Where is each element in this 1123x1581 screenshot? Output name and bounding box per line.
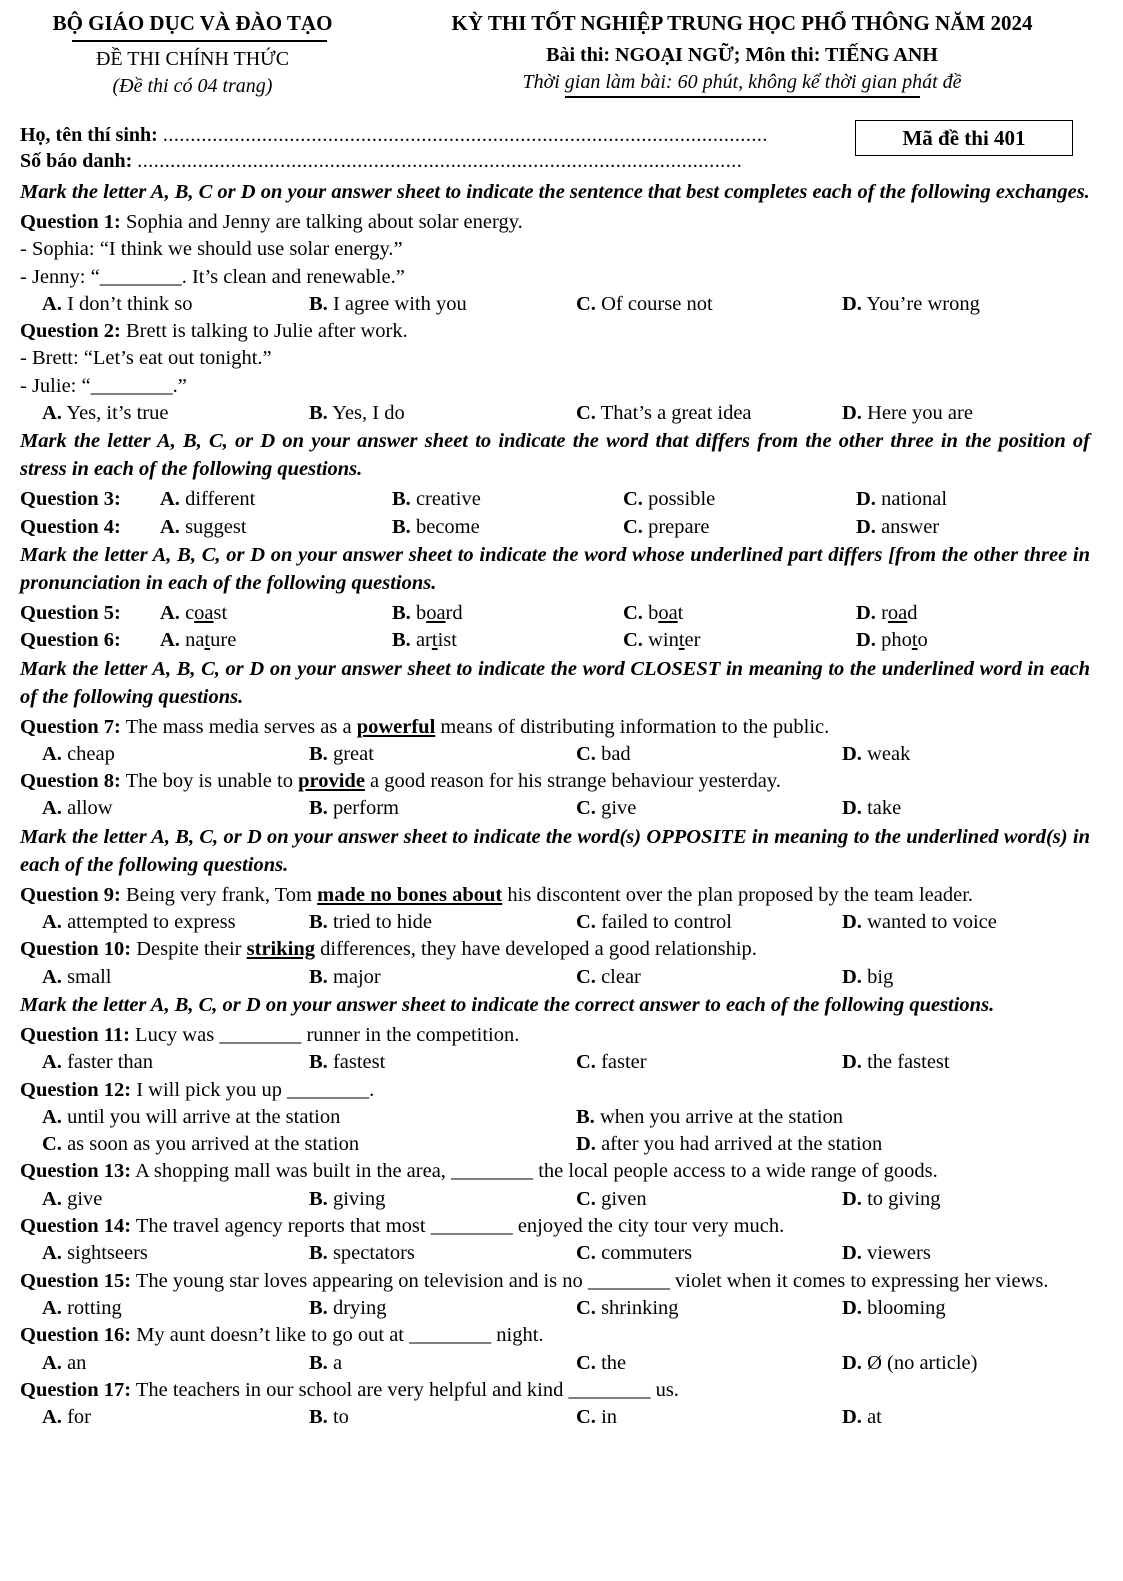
- answer-options: [20, 1240, 1090, 1267]
- option-d: D. viewers: [842, 1242, 931, 1265]
- option-c: C. bad: [576, 742, 631, 765]
- answer-options: [20, 1049, 1090, 1076]
- option-d: D. after you had arrived at the station: [576, 1133, 883, 1156]
- dialogue-line: - Jenny: “________. It’s clean and renewable.”: [20, 265, 405, 288]
- instruction-exchanges: Mark the letter A, B, C or D on your answer sheet to indicate the sentence that best completes each of the following exchanges.: [20, 181, 1090, 203]
- exam-title: KỲ THI TỐT NGHIỆP TRUNG HỌC PHỔ THÔNG NĂM 2024: [451, 11, 1033, 35]
- option-c: C. the: [576, 1351, 627, 1374]
- option-a: A. rotting: [42, 1296, 122, 1319]
- option-a: A. until you will arrive at the station: [42, 1105, 341, 1128]
- option-d: D. photo: [856, 629, 928, 652]
- question-7: Question 7: The mass media serves as a powerful means of distributing information to the public.: [20, 715, 830, 738]
- option-d: D. big: [842, 965, 894, 988]
- candidate-id-label: Số báo danh:: [20, 150, 133, 172]
- option-a: A. small: [42, 965, 112, 988]
- question-label: Question 1:: [20, 211, 121, 233]
- option-c: C. shrinking: [576, 1296, 679, 1319]
- candidate-id-field: [20, 148, 743, 174]
- option-d: D. road: [856, 601, 918, 624]
- option-c: C. given: [576, 1187, 647, 1210]
- question-label: Question 6:: [20, 629, 121, 652]
- option-b: B. fastest: [309, 1051, 386, 1074]
- underlined-phrase: made no bones about: [317, 883, 503, 906]
- instruction-stress: Mark the letter A, B, C, or D on your answer sheet to indicate the word that differs from the other three in the position of stress in each of the following questions.: [20, 430, 1090, 481]
- option-a: A. for: [42, 1406, 91, 1429]
- option-b: B. great: [309, 742, 374, 765]
- option-d: D. weak: [842, 742, 911, 765]
- option-b: B. board: [392, 601, 463, 624]
- blank: ________: [451, 1160, 534, 1183]
- option-a: A. nature: [160, 629, 237, 652]
- answer-options: [20, 1131, 1090, 1158]
- option-c: C. faster: [576, 1051, 647, 1074]
- option-d: D. Ø (no article): [842, 1351, 978, 1374]
- option-b: B. artist: [392, 629, 457, 652]
- option-c: C. as soon as you arrived at the station: [42, 1133, 360, 1156]
- option-a: A. I don’t think so: [42, 292, 193, 315]
- header-left: [20, 8, 365, 100]
- header-left-rule: [72, 40, 327, 42]
- answer-options: [20, 795, 1090, 822]
- option-a: A. coast: [160, 601, 228, 624]
- option-b: B. when you arrive at the station: [576, 1105, 844, 1128]
- option-c: C. give: [576, 797, 637, 820]
- option-a: A. suggest: [160, 515, 247, 538]
- dialogue-line: - Sophia: “I think we should use solar energy.”: [20, 238, 403, 261]
- option-b: B. I agree with you: [309, 292, 467, 315]
- header-right-rule: [565, 96, 920, 98]
- option-b: B. a: [309, 1351, 343, 1374]
- instruction-correct-answer: Mark the letter A, B, C, or D on your answer sheet to indicate the correct answer to each of the following questions.: [20, 993, 995, 1016]
- option-c: C. winter: [623, 629, 701, 652]
- exam-code-box: Mã đề thi 401: [855, 120, 1073, 156]
- option-a: A. Yes, it’s true: [42, 402, 169, 425]
- option-d: D. national: [856, 488, 948, 511]
- answer-options: [20, 1186, 1090, 1213]
- option-b: B. major: [309, 965, 381, 988]
- option-d: D. at: [842, 1406, 882, 1429]
- blank: ________: [287, 1078, 370, 1101]
- option-b: B. creative: [392, 488, 481, 511]
- blank: ________: [219, 1023, 302, 1046]
- question-13: Question 13: A shopping mall was built in the area, ________ the local people access to a wide range of goods.: [20, 1160, 938, 1183]
- question-14: Question 14: The travel agency reports that most ________ enjoyed the city tour very much.: [20, 1215, 785, 1238]
- dialogue-line: - Julie: “________.”: [20, 374, 187, 397]
- underlined-word: striking: [246, 938, 315, 961]
- option-d: D. the fastest: [842, 1051, 950, 1074]
- answer-options: [20, 909, 1090, 936]
- question-label: Question 2:: [20, 320, 121, 343]
- answer-options: [20, 291, 1090, 318]
- option-d: D. take: [842, 797, 902, 820]
- option-b: B. become: [392, 515, 480, 538]
- answer-options: [20, 741, 1090, 768]
- instruction-pronunciation: Mark the letter A, B, C, or D on your answer sheet to indicate the word whose underlined part differs [from the other three in pronunciation in each of the following questions.: [20, 543, 1090, 594]
- blank: ________: [409, 1324, 492, 1347]
- option-b: B. giving: [309, 1187, 386, 1210]
- option-b: B. perform: [309, 797, 399, 820]
- question-text: Sophia and Jenny are talking about solar energy.: [125, 211, 523, 233]
- instruction-closest: Mark the letter A, B, C, or D on your answer sheet to indicate the word CLOSEST in meaning to the underlined word in each of the following questions.: [20, 657, 1090, 708]
- option-c: C. That’s a great idea: [576, 402, 752, 425]
- question-text: Brett is talking to Julie after work.: [125, 320, 408, 343]
- option-a: A. allow: [42, 797, 113, 820]
- exam-subject: Bài thi: NGOẠI NGỮ; Môn thi: TIẾNG ANH: [546, 44, 938, 66]
- dialogue-line: - Brett: “Let’s eat out tonight.”: [20, 347, 272, 370]
- candidate-name-label: Họ, tên thí sinh:: [20, 124, 158, 146]
- option-c: C. commuters: [576, 1242, 693, 1265]
- question-11: Question 11: Lucy was ________ runner in the competition.: [20, 1023, 520, 1046]
- answer-options: [20, 964, 1090, 991]
- question-2: [20, 318, 1090, 345]
- option-c: C. boat: [623, 601, 684, 624]
- question-6: [20, 627, 1090, 654]
- option-b: B. drying: [309, 1296, 387, 1319]
- candidate-id-dots: ..............................................................................................................: [137, 150, 743, 172]
- option-c: C. possible: [623, 488, 716, 511]
- question-15: Question 15: The young star loves appearing on television and is no ________ violet when it comes to expressing her views.: [20, 1269, 1049, 1292]
- official-exam-label: ĐỀ THI CHÍNH THỨC: [95, 48, 290, 70]
- page-count: (Đề thi có 04 trang): [112, 75, 273, 97]
- option-d: D. Here you are: [842, 402, 973, 425]
- option-a: A. different: [160, 488, 256, 511]
- option-b: B. spectators: [309, 1242, 415, 1265]
- question-9: Question 9: Being very frank, Tom made no bones about his discontent over the plan proposed by the team leader.: [20, 883, 974, 906]
- option-d: D. answer: [856, 515, 940, 538]
- option-c: C. failed to control: [576, 911, 732, 934]
- underlined-word: provide: [298, 770, 365, 793]
- candidate-name-dots: ..............................................................................................................: [162, 124, 768, 146]
- question-label: Question 5:: [20, 601, 121, 624]
- option-a: A. give: [42, 1187, 103, 1210]
- blank: ________: [568, 1378, 651, 1401]
- option-b: B. Yes, I do: [309, 402, 405, 425]
- option-c: C. clear: [576, 965, 641, 988]
- exam-time: Thời gian làm bài: 60 phút, không kể thời gian phát đề: [522, 71, 962, 93]
- option-d: D. to giving: [842, 1187, 941, 1210]
- question-label: Question 3:: [20, 488, 121, 511]
- blank: ________: [430, 1215, 513, 1238]
- option-d: D. You’re wrong: [842, 292, 980, 315]
- blank: ________: [587, 1269, 670, 1292]
- question-8: Question 8: The boy is unable to provide a good reason for his strange behaviour yesterday.: [20, 770, 781, 793]
- option-a: A. an: [42, 1351, 87, 1374]
- question-16: Question 16: My aunt doesn’t like to go out at ________ night.: [20, 1324, 544, 1347]
- answer-options: [20, 1104, 1090, 1131]
- header-right: [382, 8, 1102, 96]
- question-12: Question 12: I will pick you up ________.: [20, 1078, 375, 1101]
- option-b: B. tried to hide: [309, 911, 432, 934]
- question-label: Question 4:: [20, 515, 121, 538]
- ministry-name: BỘ GIÁO DỤC VÀ ĐÀO TẠO: [52, 11, 333, 35]
- question-4: [20, 514, 1090, 541]
- option-a: A. cheap: [42, 742, 115, 765]
- question-10: Question 10: Despite their striking differences, they have developed a good relationship.: [20, 938, 757, 961]
- question-17: Question 17: The teachers in our school are very helpful and kind ________ us.: [20, 1378, 679, 1401]
- option-a: A. sightseers: [42, 1242, 148, 1265]
- blank: ________: [90, 374, 173, 397]
- question-1: [20, 209, 1090, 236]
- option-c: C. prepare: [623, 515, 710, 538]
- option-d: D. wanted to voice: [842, 911, 997, 934]
- option-a: A. faster than: [42, 1051, 154, 1074]
- answer-options: [20, 400, 1090, 427]
- option-c: C. in: [576, 1406, 618, 1429]
- underlined-word: powerful: [356, 715, 436, 738]
- answer-options: [20, 1404, 1090, 1431]
- option-d: D. blooming: [842, 1296, 946, 1319]
- answer-options: [20, 1350, 1090, 1377]
- question-5: [20, 600, 1090, 627]
- exam-body: [20, 178, 1090, 1431]
- option-c: C. Of course not: [576, 292, 713, 315]
- answer-options: [20, 1295, 1090, 1322]
- question-3: [20, 486, 1090, 513]
- instruction-opposite: Mark the letter A, B, C, or D on your answer sheet to indicate the word(s) OPPOSITE in meaning to the underlined word(s) in each of the following questions.: [20, 825, 1090, 876]
- blank: ________: [99, 265, 182, 288]
- option-a: A. attempted to express: [42, 911, 236, 934]
- candidate-name-field: [20, 122, 768, 148]
- option-b: B. to: [309, 1406, 349, 1429]
